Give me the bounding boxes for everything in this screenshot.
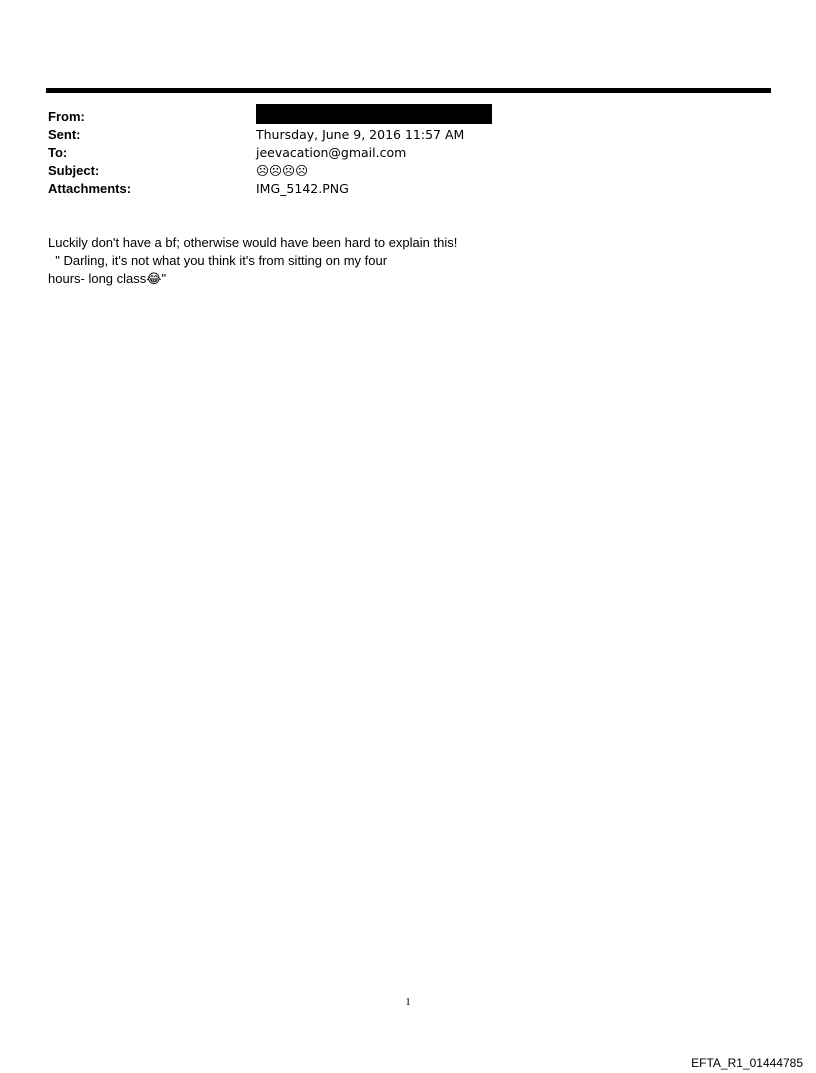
to-label: To:: [48, 145, 68, 160]
sent-label: Sent:: [48, 127, 81, 142]
header-row-sent: [48, 126, 608, 144]
document-id: EFTA_R1_01444785: [691, 1056, 803, 1070]
header-row-attachments: [48, 180, 608, 198]
body-line: hours- long class😂": [48, 271, 167, 286]
page-number: 1: [405, 996, 411, 1008]
header-row-to: [48, 144, 608, 162]
email-header: [48, 108, 608, 198]
subject-value: ☹☹☹☹: [256, 163, 309, 178]
email-body: [48, 234, 648, 288]
header-row-subject: [48, 162, 608, 180]
from-label: From:: [48, 109, 85, 124]
header-row-from: [48, 108, 608, 126]
from-value: [256, 108, 608, 126]
subject-label: Subject:: [48, 163, 100, 178]
header-divider: [46, 88, 771, 93]
to-value: jeevacation@gmail.com: [256, 145, 407, 160]
redaction-bar: [256, 104, 492, 124]
body-line: " Darling, it's not what you think it's from sitting on my four: [48, 253, 388, 268]
attachments-label: Attachments:: [48, 181, 132, 196]
sent-value: Thursday, June 9, 2016 11:57 AM: [256, 127, 465, 142]
body-line: Luckily don't have a bf; otherwise would have been hard to explain this!: [48, 235, 458, 250]
attachment-filename: IMG_5142.PNG: [256, 181, 349, 196]
